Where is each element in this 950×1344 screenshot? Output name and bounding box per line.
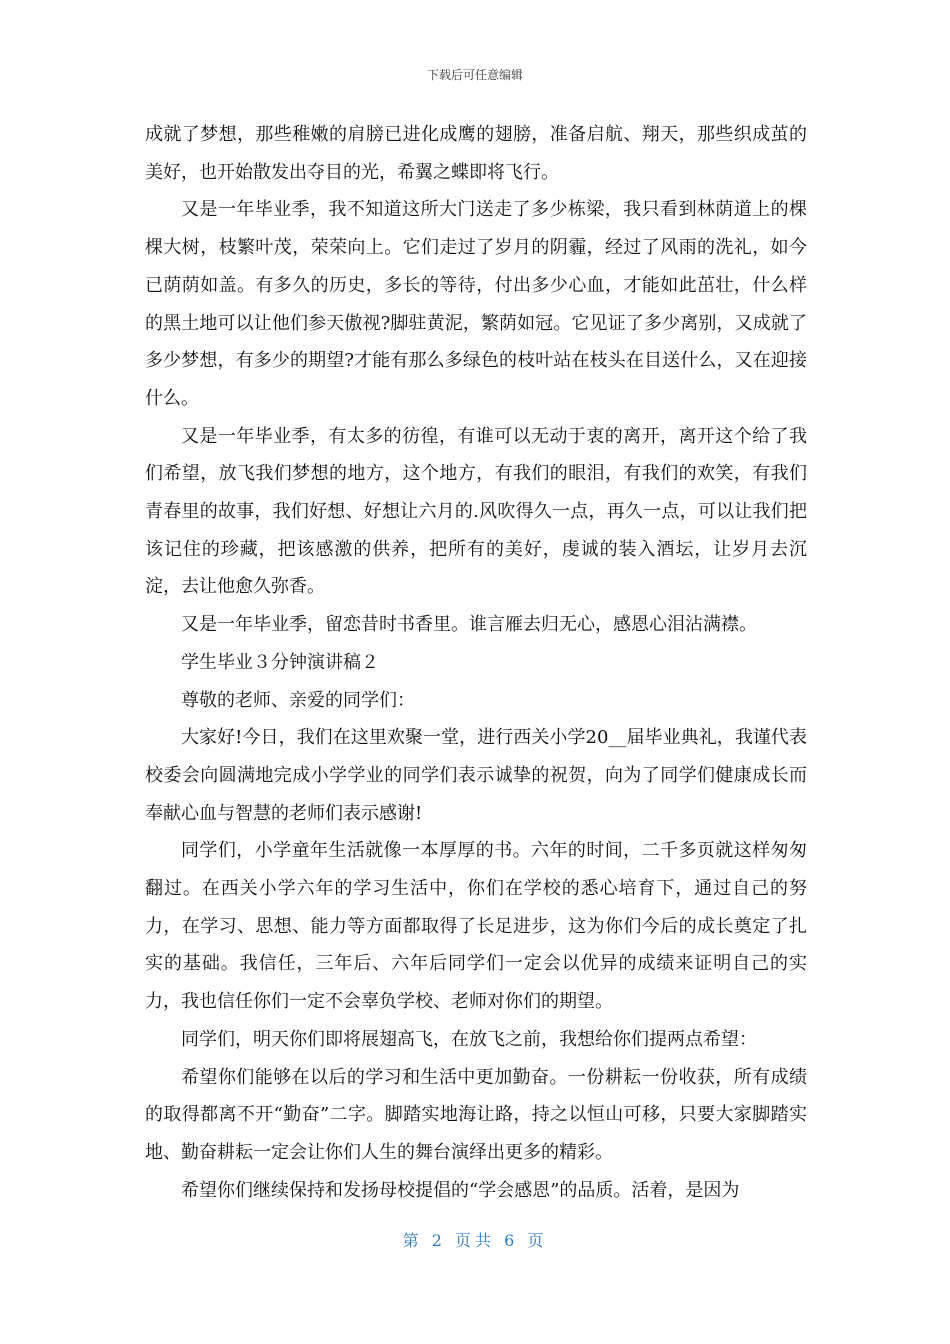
- paragraph: 同学们，小学童年生活就像一本厚厚的书。六年的时间，二千多页就这样匆匆翻过。在西关小学六年的学习生活中，你们在学校的悉心培育下，通过自己的努力，在学习、思想、能力等方面都取得了长足进步，这为你们今后的成长奠定了扎实的基础。我信任，三年后、六年后同学们一定会以优异的成绩来证明自己的实力，我也信任你们一定不会辜负学校、老师对你们的期望。: [145, 840, 807, 1013]
- paragraph: 希望你们继续保持和发扬母校提倡的“学会感恩”的品质。活着，是因为: [181, 1179, 740, 1201]
- paragraph: 大家好!今日，我们在这里欢聚一堂，进行西关小学20__届毕业典礼，我谨代表校委会向圆满地完成小学学业的同学们表示诚挚的祝贺，向为了同学们健康成长而奉献心血与智慧的老师们表示感谢!: [145, 727, 807, 824]
- paragraph: 成就了梦想，那些稚嫩的肩膀已进化成鹰的翅膀，准备启航、翔天，那些织成茧的美好，也开始散发出夺目的光，希翼之蝶即将飞行。: [145, 124, 807, 183]
- paragraph: 又是一年毕业季，留恋昔时书香里。谁言雁去归无心，感恩心泪沾满襟。: [181, 614, 757, 636]
- paragraph: 又是一年毕业季，我不知道这所大门送走了多少栋梁，我只看到林荫道上的棵棵大树，枝繁叶茂，荣荣向上。它们走过了岁月的阴霾，经过了风雨的洗礼，如今已荫荫如盖。有多久的历史，多长的等待，付出多少心血，才能如此茁壮，什么样的黑土地可以让他们参天傲视?脚驻黄泥，繁荫如冠。它见证了多少离别，又成就了多少梦想，有多少的期望?才能有那么多绿色的枝叶站在枝头在目送什么，又在迎接什么。: [145, 199, 807, 409]
- paragraph: 希望你们能够在以后的学习和生活中更加勤奋。一份耕耘一份收获，所有成绩的取得都离不开“勤奋”二字。脚踏实地海让路，持之以恒山可移，只要大家脚踏实地、勤奋耕耘一定会让你们人生的舞台演绎出更多的精彩。: [145, 1066, 807, 1163]
- paragraph: 同学们，明天你们即将展翅高飞，在放飞之前，我想给你们提两点希望：: [181, 1028, 757, 1050]
- paragraph: 尊敬的老师、亲爱的同学们：: [181, 689, 415, 711]
- document-body: [145, 116, 807, 1209]
- paragraph: 学生毕业３分钟演讲稿２: [181, 651, 379, 673]
- page-footer: 第 2 页共 6 页: [402, 1231, 548, 1250]
- paragraph: 又是一年毕业季，有太多的彷徨，有谁可以无动于衷的离开，离开这个给了我们希望，放飞我们梦想的地方，这个地方，有我们的眼泪，有我们的欢笑，有我们青春里的故事，我们好想、好想让六月的.风吹得久一点，再久一点，可以让我们把该记住的珍藏，把该感激的供养，把所有的美好，虔诚的装入酒坛，让岁月去沉淀，去让他愈久弥香。: [145, 425, 807, 598]
- page-header: 下载后可任意编辑: [426, 68, 523, 82]
